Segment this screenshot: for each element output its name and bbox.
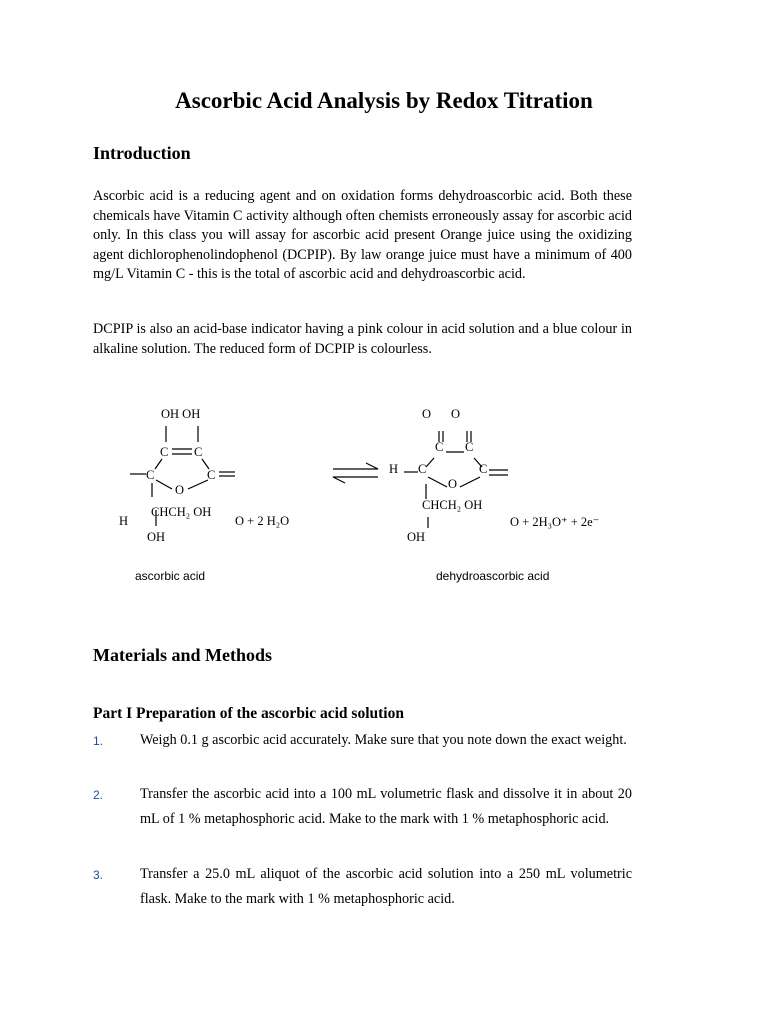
ascorbic-ring-oxygen: O (175, 483, 185, 497)
intro-paragraph-2: DCPIP is also an acid-base indicator having a pink colour in acid solution and a blue colour in alkaline solution. The reduced form of DCPIP is colourless. (93, 321, 632, 357)
dehydro-oh-bottom-label: OH (407, 530, 426, 544)
ascorbic-h-label: H (119, 514, 129, 528)
dehydro-o-top-1: O (422, 407, 432, 421)
ascorbic-carbon-2: C (194, 445, 203, 459)
dehydro-ring-oxygen: O (448, 477, 458, 491)
ascorbic-oh-top-label: OH OH (161, 407, 201, 421)
reaction-bonds-svg (0, 395, 768, 595)
materials-methods-heading: Materials and Methods (93, 645, 272, 665)
dehydro-o-top-2: O (451, 407, 461, 421)
right-side-products: O + 2H₃O⁺ + 2e⁻ (510, 515, 600, 529)
part1-heading: Part I Preparation of the ascorbic acid solution (93, 705, 404, 722)
dehydro-carbon-right: C (479, 462, 488, 476)
ascorbic-chch2oh-label: CHCH₂ OH (151, 505, 212, 519)
step-number: 1. (93, 734, 104, 748)
dehydro-carbon-1: C (435, 440, 444, 454)
step-number: 3. (93, 868, 104, 882)
step-text: Transfer the ascorbic acid into a 100 mL volumetric flask and dissolve it in about 20 mL of 1 % metaphosphoric acid. Make to the mark with 1 % metaphosphoric acid. (140, 786, 632, 827)
step-number: 2. (93, 788, 104, 802)
step-text: Transfer a 25.0 mL aliquot of the ascorbic acid solution into a 250 mL volumetric flask. Make to the mark with 1 % metaphosphoric acid. (140, 866, 632, 907)
ascorbic-acid-caption: ascorbic acid (135, 569, 206, 583)
page-title: Ascorbic Acid Analysis by Redox Titration (175, 88, 593, 113)
dehydro-carbon-left: C (418, 462, 427, 476)
dehydro-carbon-2: C (465, 440, 474, 454)
redox-reaction-diagram (0, 395, 768, 595)
dehydro-h-label: H (389, 462, 399, 476)
intro-paragraph-1: Ascorbic acid is a reducing agent and on oxidation forms dehydroascorbic acid. Both these chemicals have Vitamin C activity although often chemists erroneously assay for ascorbic acid only. In this class you will assay for ascorbic acid present Orange juice using the oxidizing agent dichlorophenolindophenol (DCPIP). By law orange juice must have a minimum of 400 mg/L Vitamin C - this is the total of ascorbic acid and dehydroascorbic acid. (93, 188, 632, 282)
dehydro-chch2oh-label: CHCH₂ OH (422, 498, 483, 512)
step-text: Weigh 0.1 g ascorbic acid accurately. Make sure that you note down the exact weight. (140, 732, 627, 748)
ascorbic-oh-bottom-label: OH (147, 530, 166, 544)
ascorbic-carbon-left: C (146, 468, 155, 482)
left-side-products: O + 2 H₂O (235, 514, 290, 528)
introduction-heading: Introduction (93, 143, 191, 163)
ascorbic-carbon-right: C (207, 468, 216, 482)
dehydroascorbic-acid-caption: dehydroascorbic acid (436, 569, 550, 583)
ascorbic-carbon-1: C (160, 445, 169, 459)
